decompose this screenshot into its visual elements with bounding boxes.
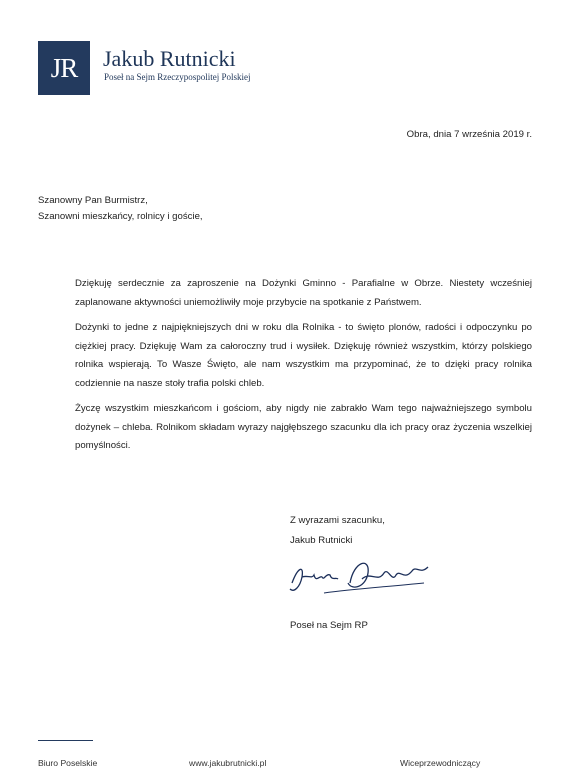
footer-divider — [38, 740, 93, 741]
paragraph-1: Dziękuję serdecznie za zaproszenie na Dożynki Gminno - Parafialne w Obrze. Niestety wcześniej zaplanowane aktywności uniemożliwiły moje przybycie na spotkanie z Państwem. — [75, 278, 532, 308]
footer-website[interactable]: www.jakubrutnicki.pl — [189, 758, 267, 768]
date-line: Obra, dnia 7 września 2019 r. — [406, 129, 532, 140]
paragraph-2: Dożynki to jedne z najpiękniejszych dni w roku dla Rolnika - to święto plonów, radości i odpoczynku po ciężkiej pracy. Dziękuję Wam za całoroczny trud i wysiłek. Dziękuję również wszystkim, którzy polskiego rolnika wspierają. To Wasze Święto, ale nam wszystkim ma przypominać, że to dzięki pracy rolnika codziennie na nasze stoły trafia polski chleb. — [75, 322, 532, 389]
footer-position: Wiceprzewodniczący — [400, 758, 481, 768]
footer-office: Biuro Poselskie — [38, 758, 98, 768]
paragraph-3: Życzę wszystkim mieszkańcom i gościom, aby nigdy nie zabrakło Wam tego najważniejszego symbolu dożynek – chleba. Rolnikom składam wyrazy najgłębszego szacunku dla ich pracy oraz życzenia wszelkiej pomyślności. — [75, 403, 532, 451]
closing-role: Poseł na Sejm RP — [290, 620, 368, 631]
logo-text: JR — [50, 52, 78, 83]
logo — [38, 41, 90, 95]
signature — [284, 553, 434, 601]
salutation-line-1: Szanowny Pan Burmistrz, — [38, 195, 148, 206]
letter-body — [75, 275, 532, 463]
salutation-line-2: Szanowni mieszkańcy, rolnicy i goście, — [38, 211, 203, 222]
closing-name: Jakub Rutnicki — [290, 535, 353, 546]
sender-name: Jakub Rutnicki — [103, 46, 236, 71]
closing-regards: Z wyrazami szacunku, — [290, 515, 385, 526]
sender-title: Poseł na Sejm Rzeczypospolitej Polskiej — [104, 72, 251, 82]
